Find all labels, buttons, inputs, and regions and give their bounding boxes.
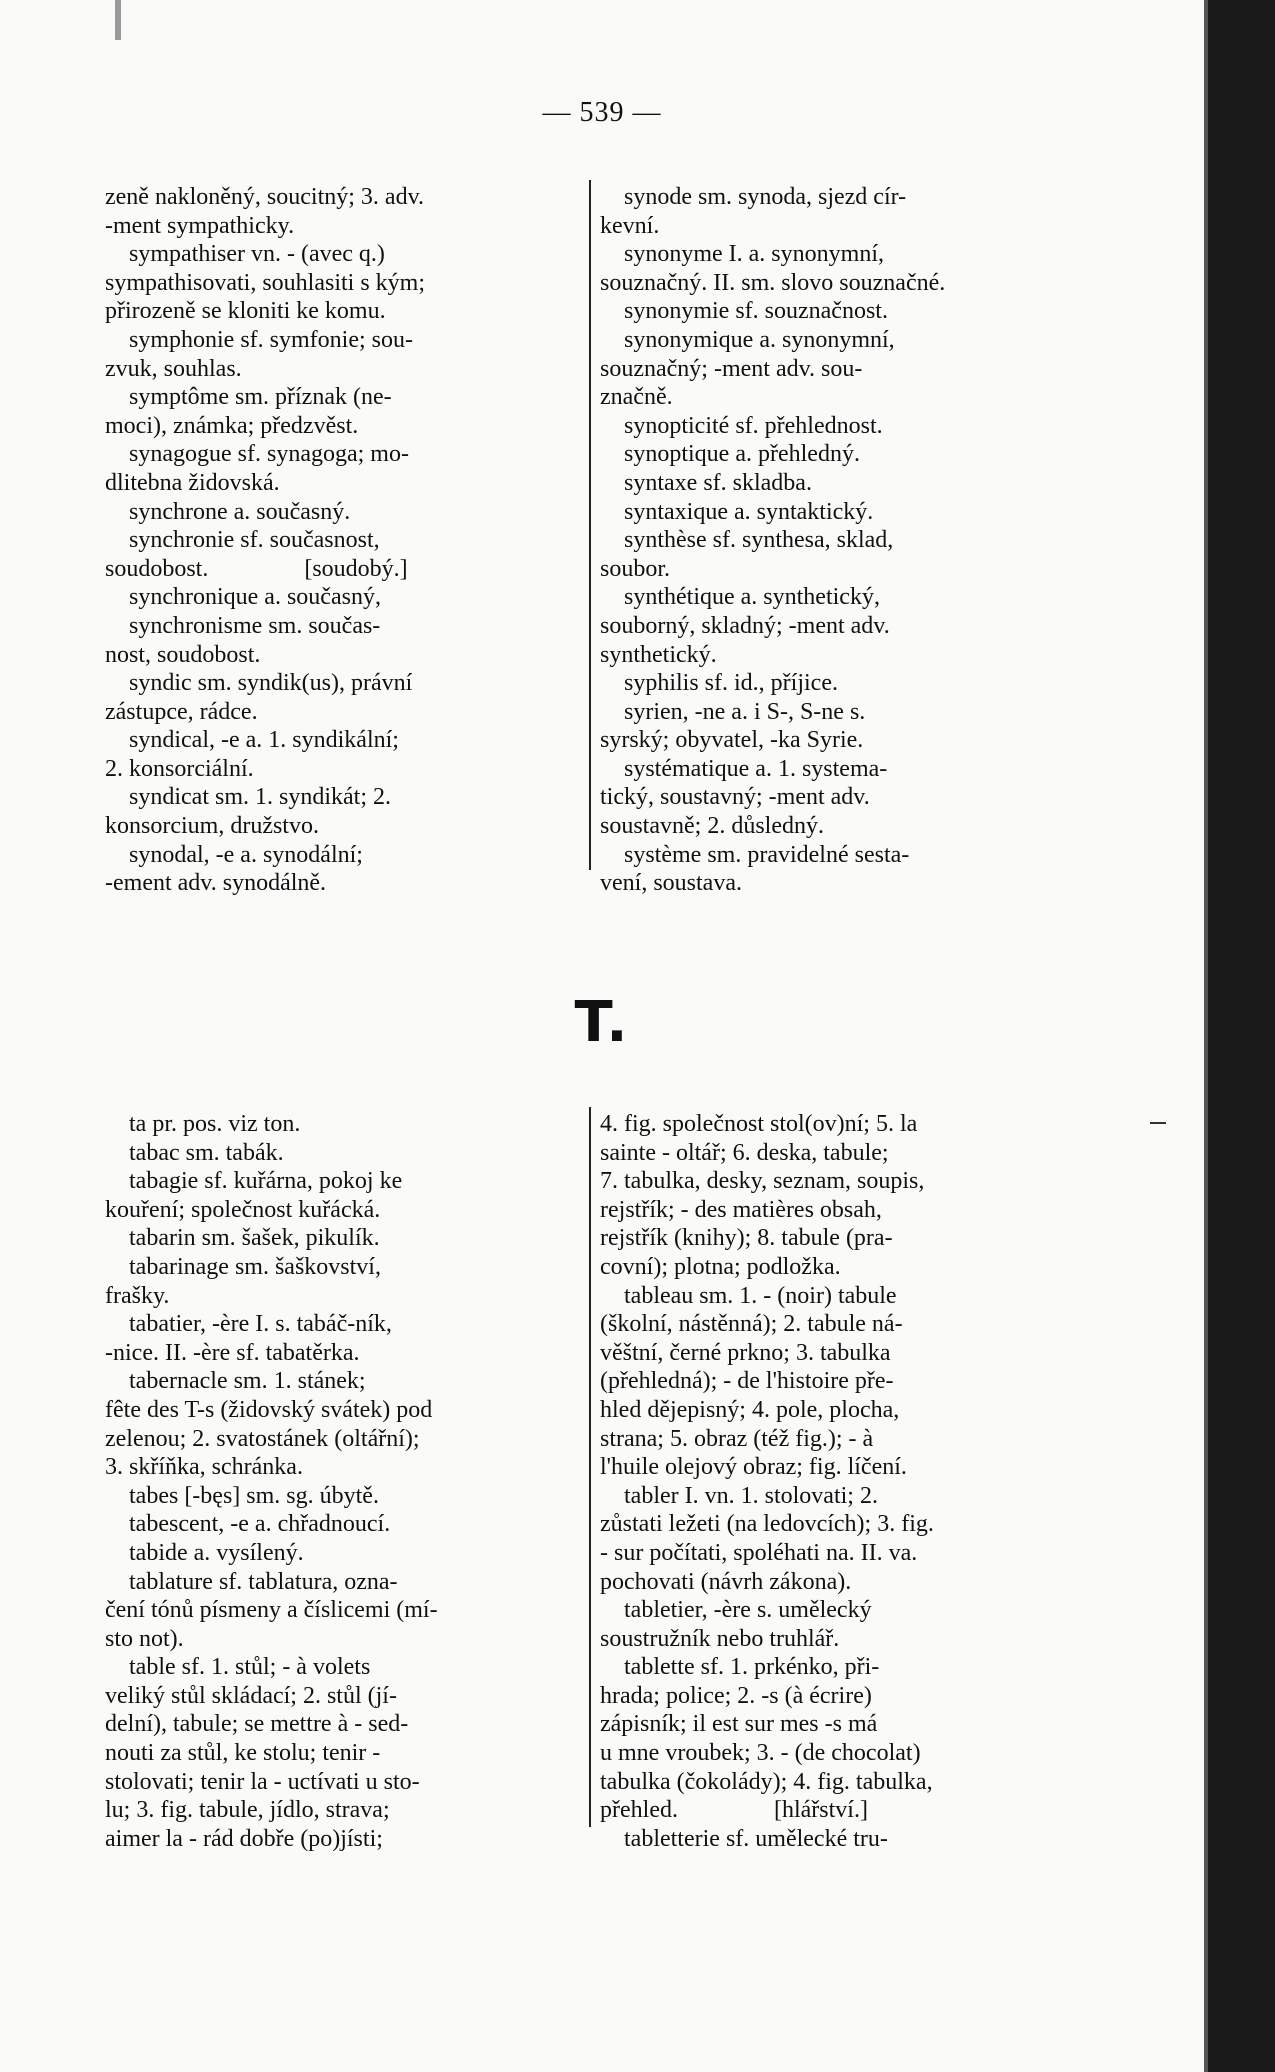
- dictionary-line: synchronique a. současný,: [105, 584, 381, 611]
- dictionary-line: věštní, černé prkno; 3. tabulka: [600, 1339, 891, 1366]
- dictionary-line: čení tónů písmeny a číslicemi (mí-: [105, 1597, 438, 1624]
- dictionary-line: hled dějepisný; 4. pole, plocha,: [600, 1396, 900, 1423]
- dictionary-line: zápisník; il est sur mes -s má: [600, 1711, 878, 1738]
- dictionary-line: tabulka (čokolády); 4. fig. tabulka,: [600, 1768, 933, 1795]
- dictionary-line: -ement adv. synodálně.: [105, 870, 327, 897]
- dictionary-line: tabarin sm. šašek, pikulík.: [105, 1225, 380, 1252]
- dictionary-line: aimer la - rád dobře (po)jísti;: [105, 1825, 383, 1852]
- column-divider-top: [589, 180, 591, 870]
- column-top-right: [600, 183, 1080, 898]
- dictionary-line: tabes [-bęs] sm. sg. úbytě.: [105, 1482, 379, 1509]
- dictionary-line: konsorcium, družstvo.: [105, 813, 319, 840]
- dictionary-line: synchronisme sm. součas-: [105, 612, 381, 639]
- dictionary-line: zástupce, rádce.: [105, 698, 258, 725]
- dictionary-line: synoptique a. přehledný.: [600, 441, 860, 468]
- dictionary-line: dlitebna židovská.: [105, 469, 280, 496]
- dictionary-line: fête des T-s (židovský svátek) pod: [105, 1396, 433, 1423]
- dictionary-line: système sm. pravidelné sesta-: [600, 841, 910, 868]
- page-number: — 539 —: [542, 97, 662, 128]
- dictionary-line: rejstřík (knihy); 8. tabule (pra-: [600, 1225, 893, 1252]
- column-top-left: [105, 183, 575, 898]
- dictionary-line: synode sm. synoda, sjezd cír-: [600, 184, 907, 210]
- dictionary-line: tablette sf. 1. prkénko, při-: [600, 1654, 880, 1681]
- dictionary-line: 2. konsorciální.: [105, 755, 254, 782]
- dictionary-line: tabletterie sf. umělecké tru-: [600, 1825, 888, 1852]
- dictionary-line: tabarinage sm. šaškovství,: [105, 1253, 381, 1280]
- dictionary-line: soudobost. [soudobý.]: [105, 555, 408, 582]
- dictionary-line: synonymique a. synonymní,: [600, 326, 895, 353]
- dictionary-line: l'huile olejový obraz; fig. líčení.: [600, 1454, 907, 1481]
- dictionary-line: -nice. II. -ère sf. tabatěrka.: [105, 1339, 360, 1366]
- dictionary-line: (přehledná); - de l'histoire pře-: [600, 1368, 894, 1395]
- dictionary-line: tableau sm. 1. - (noir) tabule: [600, 1282, 897, 1309]
- dictionary-line: zeně nakloněný, soucitný; 3. adv.: [105, 184, 425, 210]
- dictionary-line: syrský; obyvatel, -ka Syrie.: [600, 727, 864, 754]
- dictionary-line: u mne vroubek; 3. - (de chocolat): [600, 1740, 921, 1767]
- dictionary-line: moci), známka; předzvěst.: [105, 412, 359, 439]
- dictionary-line: soubor.: [600, 555, 671, 582]
- dictionary-line: synopticité sf. přehlednost.: [600, 412, 883, 439]
- dictionary-line: sympathiser vn. - (avec q.): [105, 241, 385, 268]
- dictionary-line: vení, soustava.: [600, 870, 742, 897]
- dictionary-line: soustavně; 2. důsledný.: [600, 813, 824, 840]
- dictionary-line: synchrone a. současný.: [105, 498, 351, 525]
- dictionary-line: 7. tabulka, desky, seznam, soupis,: [600, 1168, 925, 1195]
- dictionary-line: zvuk, souhlas.: [105, 355, 242, 382]
- dictionary-line: -ment sympathicky.: [105, 212, 295, 239]
- scan-corner-mark: [115, 0, 121, 40]
- dictionary-line: zelenou; 2. svatostánek (oltářní);: [105, 1425, 420, 1452]
- dictionary-line: tabletier, -ère s. umělecký: [600, 1597, 872, 1624]
- dictionary-line: tabide a. vysílený.: [105, 1539, 304, 1566]
- dictionary-line: syntaxique a. syntaktický.: [600, 498, 874, 525]
- dictionary-line: stolovati; tenir la - uctívati u sto-: [105, 1768, 420, 1795]
- dictionary-line: symptôme sm. příznak (ne-: [105, 384, 392, 411]
- dictionary-line: frašky.: [105, 1282, 170, 1309]
- dictionary-line: sainte - oltář; 6. deska, tabule;: [600, 1139, 889, 1166]
- dictionary-line: pochovati (návrh zákona).: [600, 1568, 852, 1595]
- dictionary-line: synodal, -e a. synodální;: [105, 841, 363, 868]
- dictionary-line: tabatier, -ère I. s. tabáč-ník,: [105, 1311, 392, 1338]
- dictionary-line: tický, soustavný; -ment adv.: [600, 784, 870, 811]
- dictionary-line: synonyme I. a. synonymní,: [600, 241, 884, 268]
- dictionary-line: 4. fig. společnost stol(ov)ní; 5. la: [600, 1111, 918, 1137]
- dictionary-line: table sf. 1. stůl; - à volets: [105, 1654, 371, 1681]
- column-bottom-left: [105, 1110, 575, 1853]
- dictionary-line: syntaxe sf. skladba.: [600, 469, 812, 496]
- dictionary-line: synchronie sf. současnost,: [105, 527, 380, 554]
- dictionary-line: sympathisovati, souhlasiti s kým;: [105, 269, 426, 296]
- dictionary-line: (školní, nástěnná); 2. tabule ná-: [600, 1311, 903, 1338]
- column-bottom-right: [600, 1110, 1080, 1853]
- dictionary-line: synonymie sf. souznačnost.: [600, 298, 888, 325]
- dictionary-line: synthetický.: [600, 641, 717, 668]
- dictionary-line: hrada; police; 2. -s (à écrire): [600, 1682, 872, 1709]
- dictionary-line: lu; 3. fig. tabule, jídlo, strava;: [105, 1797, 390, 1824]
- dictionary-line: rejstřík; - des matières obsah,: [600, 1196, 882, 1223]
- dictionary-line: tablature sf. tablatura, ozna-: [105, 1568, 398, 1595]
- dictionary-line: synthèse sf. synthesa, sklad,: [600, 527, 894, 554]
- dictionary-line: syrien, -ne a. i S-, S-ne s.: [600, 698, 866, 725]
- dictionary-line: delní), tabule; se mettre à - sed-: [105, 1711, 409, 1738]
- dictionary-line: synthétique a. synthetický,: [600, 584, 880, 611]
- dictionary-line: nouti za stůl, ke stolu; tenir -: [105, 1740, 381, 1767]
- dictionary-line: tabler I. vn. 1. stolovati; 2.: [600, 1482, 878, 1509]
- dictionary-line: syndicat sm. 1. syndikát; 2.: [105, 784, 391, 811]
- dictionary-line: synagogue sf. synagoga; mo-: [105, 441, 409, 468]
- dictionary-line: souznačný; -ment adv. sou-: [600, 355, 863, 382]
- dictionary-line: nost, soudobost.: [105, 641, 261, 668]
- margin-dash: [1150, 1122, 1166, 1124]
- dictionary-line: kevní.: [600, 212, 660, 239]
- dictionary-line: tabac sm. tabák.: [105, 1139, 284, 1166]
- dictionary-line: přehled. [hlářství.]: [600, 1797, 868, 1824]
- dictionary-line: ta pr. pos. viz ton.: [105, 1111, 301, 1137]
- section-letter-heading: T.: [574, 990, 630, 1055]
- dictionary-line: značně.: [600, 384, 673, 411]
- dictionary-line: strana; 5. obraz (též fig.); - à: [600, 1425, 874, 1452]
- dictionary-line: 3. skříňka, schránka.: [105, 1454, 303, 1481]
- dictionary-line: souborný, skladný; -ment adv.: [600, 612, 890, 639]
- dictionary-line: veliký stůl skládací; 2. stůl (jí-: [105, 1682, 397, 1709]
- dictionary-line: přirozeně se kloniti ke komu.: [105, 298, 386, 325]
- dictionary-line: sto not).: [105, 1625, 184, 1652]
- dictionary-line: systématique a. 1. systema-: [600, 755, 888, 782]
- scan-right-border: [1208, 0, 1275, 2072]
- dictionary-line: soustružník nebo truhlář.: [600, 1625, 840, 1652]
- dictionary-line: kouření; společnost kuřácká.: [105, 1196, 381, 1223]
- dictionary-line: tabescent, -e a. chřadnoucí.: [105, 1511, 391, 1538]
- dictionary-line: - sur počítati, spoléhati na. II. va.: [600, 1539, 918, 1566]
- dictionary-line: souznačný. II. sm. slovo souznačné.: [600, 269, 946, 296]
- dictionary-line: zůstati ležeti (na ledovcích); 3. fig.: [600, 1511, 934, 1538]
- dictionary-line: tabagie sf. kuřárna, pokoj ke: [105, 1168, 403, 1195]
- dictionary-line: syndic sm. syndik(us), právní: [105, 670, 413, 697]
- dictionary-line: covní); plotna; podložka.: [600, 1253, 841, 1280]
- dictionary-line: syphilis sf. id., příjice.: [600, 670, 838, 697]
- dictionary-line: syndical, -e a. 1. syndikální;: [105, 727, 399, 754]
- column-divider-bottom: [589, 1107, 591, 1827]
- dictionary-line: symphonie sf. symfonie; sou-: [105, 326, 413, 353]
- dictionary-line: tabernacle sm. 1. stánek;: [105, 1368, 366, 1395]
